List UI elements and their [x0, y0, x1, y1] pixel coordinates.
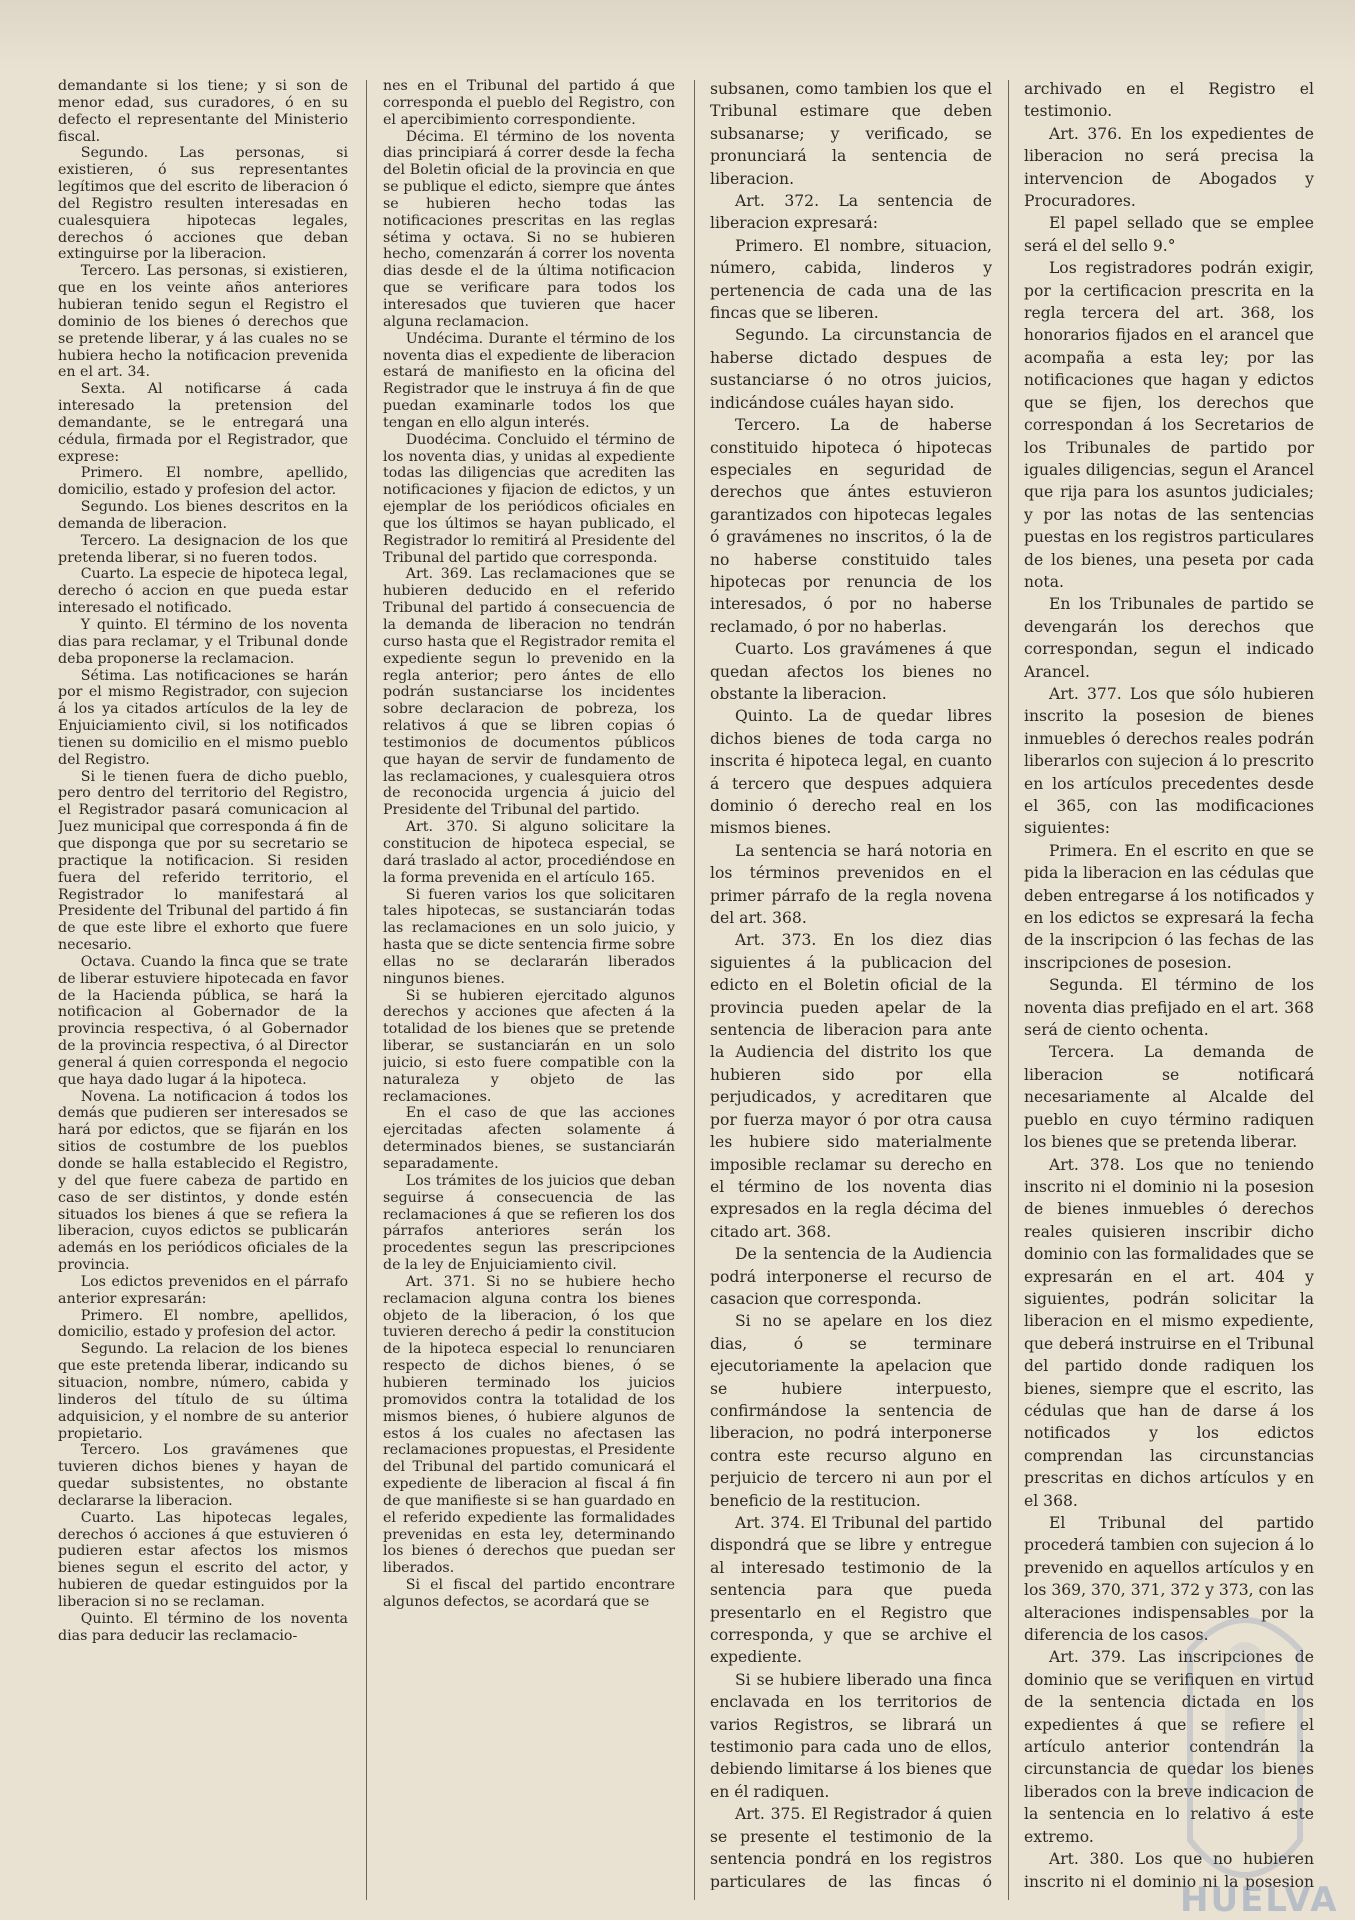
paragraph: En el caso de que las acciones ejercitadas afecten solamente á determinados bienes, se sustanciarán separadamente. [383, 1105, 675, 1172]
paragraph: Primero. El nombre, situacion, número, cabida, linderos y pertenencia de cada una de las fincas que se liberen. [710, 236, 992, 323]
paragraph: Art. 370. Si alguno solicitare la constitucion de hipoteca especial, se dará traslado al actor, procediéndose en la forma prevenida en el artículo 165. [383, 819, 675, 886]
paragraph: Los edictos prevenidos en el párrafo anterior expresarán: [58, 1273, 348, 1307]
paragraph: Cuarto. Las hipotecas legales, derechos ó acciones á que estuvieren ó pudieren estar afectos los mismos bienes segun el escrito del actor, y hubieren de quedar estinguidos por la liberacion si no se reclaman. [58, 1509, 348, 1610]
paragraph: Duodécima. Concluido el término de los noventa dias, y unidas al expediente todas las diligencias que acrediten las notificaciones y fijacion de edictos, y un ejemplar de los periódicos oficiales en que los últimos se hayan publicado, el Registrador lo remitirá al Presidente del Tribunal del partido que corresponda. [383, 431, 675, 566]
paragraph: Cuarto. Los gravámenes á que quedan afectos los bienes no obstante la liberacion. [710, 640, 992, 703]
paragraph: Tercero. La designacion de los que pretenda liberar, si no fueren todos. [58, 532, 348, 566]
paragraph: Undécima. Durante el término de los noventa dias el expediente de liberacion estará de manifiesto en la oficina del Registrador que le instruya á fin de que puedan examinarle todos los que tengan en ello algun interés. [383, 330, 675, 431]
paragraph: Segundo. Las personas, si existieren, ó sus representantes legítimos que del escrito de liberacion ó del Registro resulten interesadas en cualesquiera hipotecas legales, derechos ó acciones que deban extinguirse por la liberacion. [58, 145, 348, 263]
paragraph: Quinto. El término de los noventa dias para deducir las reclamacio- [58, 1610, 348, 1644]
paragraph: Tercero. Las personas, si existieren, que en los veinte años anteriores hubieran tenido segun el Registro el dominio de los bienes ó derechos que se pretende liberar, y á las cuales no se hubiera hecho la notificacion prevenida en el art. 34. [58, 263, 348, 381]
paragraph: En los Tribunales de partido se devengarán los derechos que correspondan, segun el indicado Arancel. [1024, 595, 1314, 681]
paragraph: Décima. El término de los noventa dias principiará á correr desde la fecha del Boletin oficial de la provincia en que se publique el edicto, siempre que ántes se hubieren hecho todas las notificaciones prescritas en las reglas sétima y octava. Si no se hubieren hecho, comenzarán á correr los noventa dias desde el de la última notificacion que se verificare para todos los interesados que tuvieren que hacer alguna reclamacion. [383, 128, 675, 330]
paragraph: Tercero. Los gravámenes que tuvieren dichos bienes y hayan de quedar subsistentes, no obstante declararse la liberacion. [58, 1442, 348, 1509]
paragraph: Art. 369. Las reclamaciones que se hubieren deducido en el referido Tribunal del partido á consecuencia de la demanda de liberacion no tendrán curso hasta que el Registrador remita el expediente segun lo prevenido en la regla anterior; pero ántes de ello podrán sustanciarse los incidentes sobre declaracion de pobreza, los relativos á que se libren copias ó testimonios de documentos públicos que hayan de servir de fundamento de las reclamaciones, y cualesquiera otros de reconocida urgencia á juicio del Presidente del Tribunal del partido. [383, 566, 675, 819]
page-top-edge [0, 0, 1355, 70]
paragraph: Octava. Cuando la finca que se trate de liberar estuviere hipotecada en favor de la Hacienda pública, se hará la notificacion al Gobernador de la provincia respectiva, ó al Gobernador de la provincia respectiva, ó al Director general á quien corresponda el negocio que haya dado lugar á la hipoteca. [58, 953, 348, 1088]
paragraph: Art. 376. En los expedientes de liberacion no será precisa la intervencion de Abogados y Procuradores. [1024, 124, 1314, 211]
watermark-text: HUELVA [1180, 1880, 1339, 1920]
paragraph: Y quinto. El término de los noventa dias para reclamar, y el Tribunal donde deba proponerse la reclamacion. [58, 617, 348, 667]
paragraph: Art. 379. Las inscripciones de dominio que se verifiquen en virtud de la sentencia dictada en los expedientes á que se refiere el artículo anterior contendrán la circunstancia de quedar los bienes liberados con la breve indicacion de la sentencia en lo relativo á este extremo. [1024, 1648, 1314, 1846]
paragraph: Art. 378. Los que no teniendo inscrito ni el dominio ni la posesion de bienes inmuebles ó derechos reales quisieren inscribir dicho dominio con las formalidades que se expresarán en el art. 404 y siguientes, podrán solicitar la liberacion en el mismo expediente, que deberá instruirse en el Tribunal del partido donde radiquen los bienes, siempre que el escrito, las cédulas que han de darse á los notificados y los edictos comprendan las circunstancias prescritas en dichos artículos y en el 368. [1024, 1155, 1314, 1510]
paragraph: Si el fiscal del partido encontrare algunos defectos, se acordará que se [383, 1577, 675, 1610]
paragraph: Los trámites de los juicios que deban seguirse á consecuencia de las reclamaciones á que se refieren los dos párrafos anteriores serán los procedentes segun las prescripciones de la ley de Enjuiciamiento civil. [383, 1172, 675, 1274]
paragraph: Primera. En el escrito en que se pida la liberacion en las cédulas que deben entregarse á los notificados y en los edictos se expresará la fecha de la inscripcion ó las fechas de las inscripciones de posesion. [1024, 841, 1314, 972]
paragraph: Segunda. El término de los noventa dias prefijado en el art. 368 será de ciento ochenta. [1024, 976, 1314, 1040]
paragraph: Sexta. Al notificarse á cada interesado la pretension del demandante, se le entregará una cédula, firmada por el Registrador, que exprese: [58, 381, 348, 465]
paragraph: Art. 372. La sentencia de liberacion expresará: [710, 192, 992, 233]
paragraph: Primero. El nombre, apellidos, domicilio, estado y profesion del actor. [58, 1307, 348, 1341]
paragraph: archivado en el Registro el testimonio. [1024, 80, 1314, 121]
paragraph: Cuarto. La especie de hipoteca legal, derecho ó accion en que pueda estar interesado el notificado. [58, 566, 348, 617]
paragraph: Art. 377. Los que sólo hubieren inscrito la posesion de bienes inmuebles ó derechos reales podrán liberarlos con sujecion á lo prescrito en los artículos precedentes desde el 365, con las modificaciones siguientes: [1024, 684, 1314, 838]
paragraph: Novena. La notificacion á todos los demás que pudieren ser interesados se hará por edictos, que se fijarán en los sitios de costumbre de los pueblos donde se halla establecido el Registro, y del que fuere cabeza de partido en caso de ser distintos, y donde estén situados los bienes á que se refiera la liberacion, cuyos edictos se publicarán además en los periódicos oficiales de la provincia. [58, 1088, 348, 1274]
paragraph: Sétima. Las notificaciones se harán por el mismo Registrador, con sujecion á los ya citados artículos de la ley de Enjuiciamiento civil, si los notificados tienen su domicilio en el mismo pueblo del Registro. [58, 667, 348, 768]
paragraph: Tercero. La de haberse constituido hipoteca ó hipotecas especiales en seguridad de derechos que ántes estuvieron garantizados con hipotecas legales ó gravámenes no inscritos, ó la de no haberse constituido tales hipotecas por renuncia de los interesados, ó por no haberse reclamado, ó por no haberlas. [710, 416, 992, 636]
paragraph: El Tribunal del partido procederá tambien con sujecion á lo prevenido en aquellos artículos y en los 369, 370, 371, 372 y 373, con las alteraciones indispensables por la diferencia de los casos. [1024, 1514, 1314, 1645]
paragraph: Art. 373. En los diez dias siguientes á la publicacion del edicto en el Boletin oficial de la provincia pueden apelar de la sentencia de liberacion para ante la Audiencia del distrito los que hubieren sido por ella perjudicados, y acreditaren que por fuerza mayor ó por otra causa les hubiere sido materialmente imposible reclamar su derecho en el término de los noventa dias expresados en la regla décima del citado art. 368. [710, 931, 992, 1241]
paragraph: Si le tienen fuera de dicho pueblo, pero dentro del territorio del Registro, el Registrador pasará comunicacion al Juez municipal que corresponda á fin de que disponga que por su secretario se practique la notificacion. Si residen fuera del referido territorio, el Registrador lo manifestará al Presidente del Tribunal del partido á fin de que este libre el exhorto que fuere necesario. [58, 768, 348, 954]
column-divider-3 [1008, 80, 1009, 1900]
text-column-1 [58, 78, 348, 1890]
paragraph: La sentencia se hará notoria en los términos prevenidos en el primer párrafo de la regla novena del art. 368. [710, 841, 992, 928]
paragraph: Art. 371. Si no se hubiere hecho reclamacion alguna contra los bienes objeto de la liberacion, ó los que tuvieren derecho á pedir la constitucion de la hipoteca especial lo renunciaren respecto de dichos bienes, ó se hubieren terminado los juicios promovidos contra la totalidad de los mismos bienes, ó hubiere algunos de estos á los cuales no afectasen las reclamaciones propuestas, el Presidente del Tribunal del partido comunicará el expediente de liberacion al fiscal á fin de que manifieste si se han guardado en el referido expediente las formalidades prevenidas en esta ley, determinando los bienes ó derechos que puedan ser liberados. [383, 1273, 675, 1577]
paragraph: Art. 374. El Tribunal del partido dispondrá que se libre y entregue al interesado testimonio de la sentencia para que pueda presentarlo en el Registro que corresponda, y que se archive el expediente. [710, 1514, 992, 1667]
paragraph: Tercera. La demanda de liberacion se notificará necesariamente al Alcalde del pueblo en cuyo término radiquen los bienes que se pretenda liberar. [1024, 1043, 1314, 1152]
paragraph: Quinto. La de quedar libres dichos bienes de toda carga no inscrita é hipoteca legal, en cuanto á tercero que despues adquiera dominio ó derecho real en los mismos bienes. [710, 707, 992, 838]
column-divider-2 [694, 80, 695, 1900]
paragraph: Si no se apelare en los diez dias, ó se terminare ejecutoriamente la apelacion que se hubiere interpuesto, confirmándose la sentencia de liberacion, no podrá interponerse contra este recurso alguno en perjuicio de tercero ni aun por el beneficio de la restitucion. [710, 1312, 992, 1510]
paragraph: Art. 380. Los que no hubieren inscrito ni el dominio ni la posesion [1024, 1850, 1314, 1890]
column-divider-1 [366, 80, 367, 1900]
paragraph: subsanen, como tambien los que el Tribunal estimare que deben subsanarse; y verificado, se pronunciará la sentencia de liberacion. [710, 80, 992, 188]
paragraph: Segundo. Los bienes descritos en la demanda de liberacion. [58, 499, 348, 532]
text-column-3 [710, 78, 992, 1890]
paragraph: De la sentencia de la Audiencia podrá interponerse el recurso de casacion que corresponda. [710, 1245, 992, 1308]
paragraph: Segundo. La relacion de los bienes que este pretenda liberar, indicando su situacion, nombre, número, cabida y linderos del título de su última adquisicion, y el nombre de su anterior propietario. [58, 1341, 348, 1442]
text-column-2 [383, 78, 675, 1890]
library-seal-icon [1170, 1590, 1320, 1920]
paragraph: Art. 375. El Registrador á quien se presente el testimonio de la sentencia pondrá en los registros particulares de las fincas ó [710, 1805, 992, 1890]
paragraph: Segundo. La circunstancia de haberse dictado despues de sustanciarse ó no otros juicios, indicándose cuáles hayan sido. [710, 326, 992, 412]
paragraph: Los registradores podrán exigir, por la certificacion prescrita en la regla tercera del art. 368, los honorarios fijados en el arancel que acompaña a esta ley; por las notificaciones que hagan y edictos que se fijen, los derechos que correspondan á los Secretarios de los Tribunales de partido por iguales diligencias, segun el Arancel que rija para los asuntos judiciales; y por las notas de las sentencias puestas en los registros particulares de los bienes, una peseta por cada nota. [1024, 259, 1314, 591]
paragraph: nes en el Tribunal del partido á que corresponda el pueblo del Registro, con el apercibimiento correspondiente. [383, 78, 675, 128]
paragraph: El papel sellado que se emplee será el del sello 9.° [1024, 214, 1314, 255]
paragraph: Si se hubieren ejercitado algunos derechos y acciones que afecten á la totalidad de los bienes que se pretende liberar, se sustanciarán en un solo juicio, si esto fuere compatible con la naturaleza y objeto de las reclamaciones. [383, 987, 675, 1105]
paragraph: Si fueren varios los que solicitaren tales hipotecas, se sustanciarán todas las reclamaciones en un solo juicio, y hasta que se dicte sentencia firme sobre ellas no se declararán liberados ningunos bienes. [383, 886, 675, 987]
paragraph: Si se hubiere liberado una finca enclavada en los territorios de varios Registros, se librará un testimonio para cada uno de ellos, debiendo limitarse á los bienes que en él radiquen. [710, 1670, 992, 1801]
paragraph: Primero. El nombre, apellido, domicilio, estado y profesion del actor. [58, 465, 348, 499]
paragraph: demandante si los tiene; y si son de menor edad, sus curadores, ó en su defecto el representante del Ministerio fiscal. [58, 78, 348, 145]
